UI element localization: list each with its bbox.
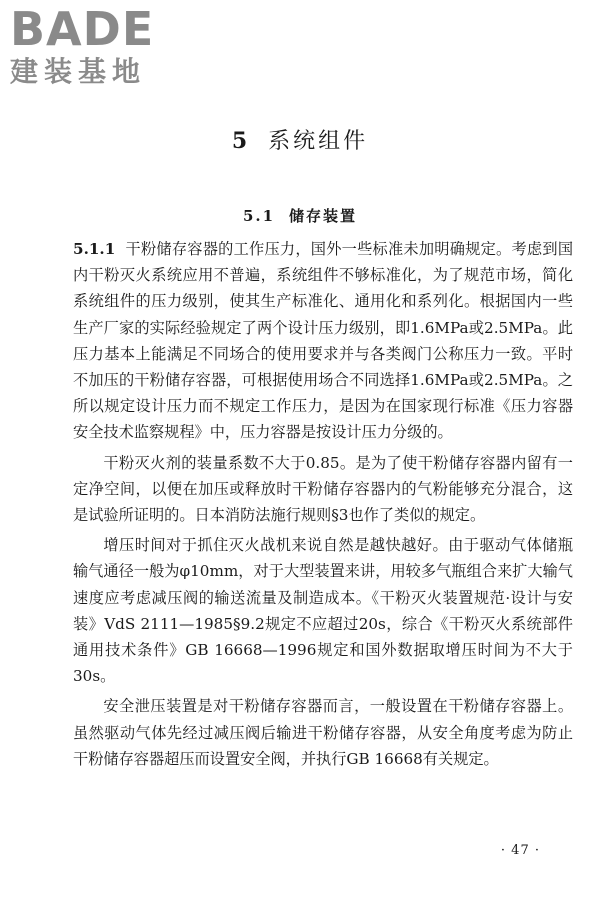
paragraph: 干粉灭火剂的装量系数不大于0.85。是为了使干粉储存容器内留有一定净空间，以便在加压或释放时干粉储存容器内的气粉能够充分混合，这是试验所证明的。日本消防法施行规则§3也作了类似的规定。 — [73, 453, 573, 525]
chapter-number: 5 — [231, 128, 251, 154]
paragraph — [73, 236, 573, 446]
chapter-title-text: 系统组件 — [268, 129, 369, 154]
section-title — [0, 205, 600, 226]
section-title-text: 储存装置 — [289, 207, 358, 225]
clause-number: 5.1.1 — [73, 240, 116, 258]
brand-logo — [10, 4, 180, 88]
paragraph: 增压时间对于抓住灭火战机来说自然是越快越好。由于驱动气体储瓶输气通径一般为φ10mm，对于大型装置来讲，用较多气瓶组合来扩大输气速度应考虑减压阀的输送流量及制造成本。《干粉灭火装置规范·设计与安装》VdS 2111—1985§9.2规定不应超过20s，综合《干粉灭火系统部件通用技术条件》GB 16668—1996规定和国外数据取增压时间为不大于30s。 — [73, 536, 573, 686]
body-text — [73, 236, 573, 776]
logo-subtitle: 建装基地 — [10, 55, 147, 88]
chapter-title — [0, 124, 600, 155]
section-number: 5.1 — [242, 207, 276, 225]
logo-wordmark: BADE — [10, 2, 155, 56]
page-number: · 47 · — [500, 843, 540, 858]
paragraph: 安全泄压装置是对干粉储存容器而言，一般设置在干粉储存容器上。虽然驱动气体先经过减压阀后输进干粉储存容器，从安全角度考虑为防止干粉储存容器超压而设置安全阀，并执行GB 16668有关规定。 — [73, 697, 573, 768]
paragraph-text: 干粉储存容器的工作压力，国外一些标准未加明确规定。考虑到国内干粉灭火系统应用不普遍，系统组件不够标准化，为了规范市场，简化系统组件的压力级别，使其生产标准化、通用化和系列化。根据国内一些生产厂家的实际经验规定了两个设计压力级别，即1.6MPa或2.5MPa。此压力基本上能满足不同场合的使用要求并与各类阀门公称压力一致。平时不加压的干粉储存容器，可根据使用场合不同选择1.6MPa或2.5MPa。之所以规定设计压力而不规定工作压力，是因为在国家现行标准《压力容器安全技术监察规程》中，压力容器是按设计压力分级的。 — [73, 240, 573, 442]
